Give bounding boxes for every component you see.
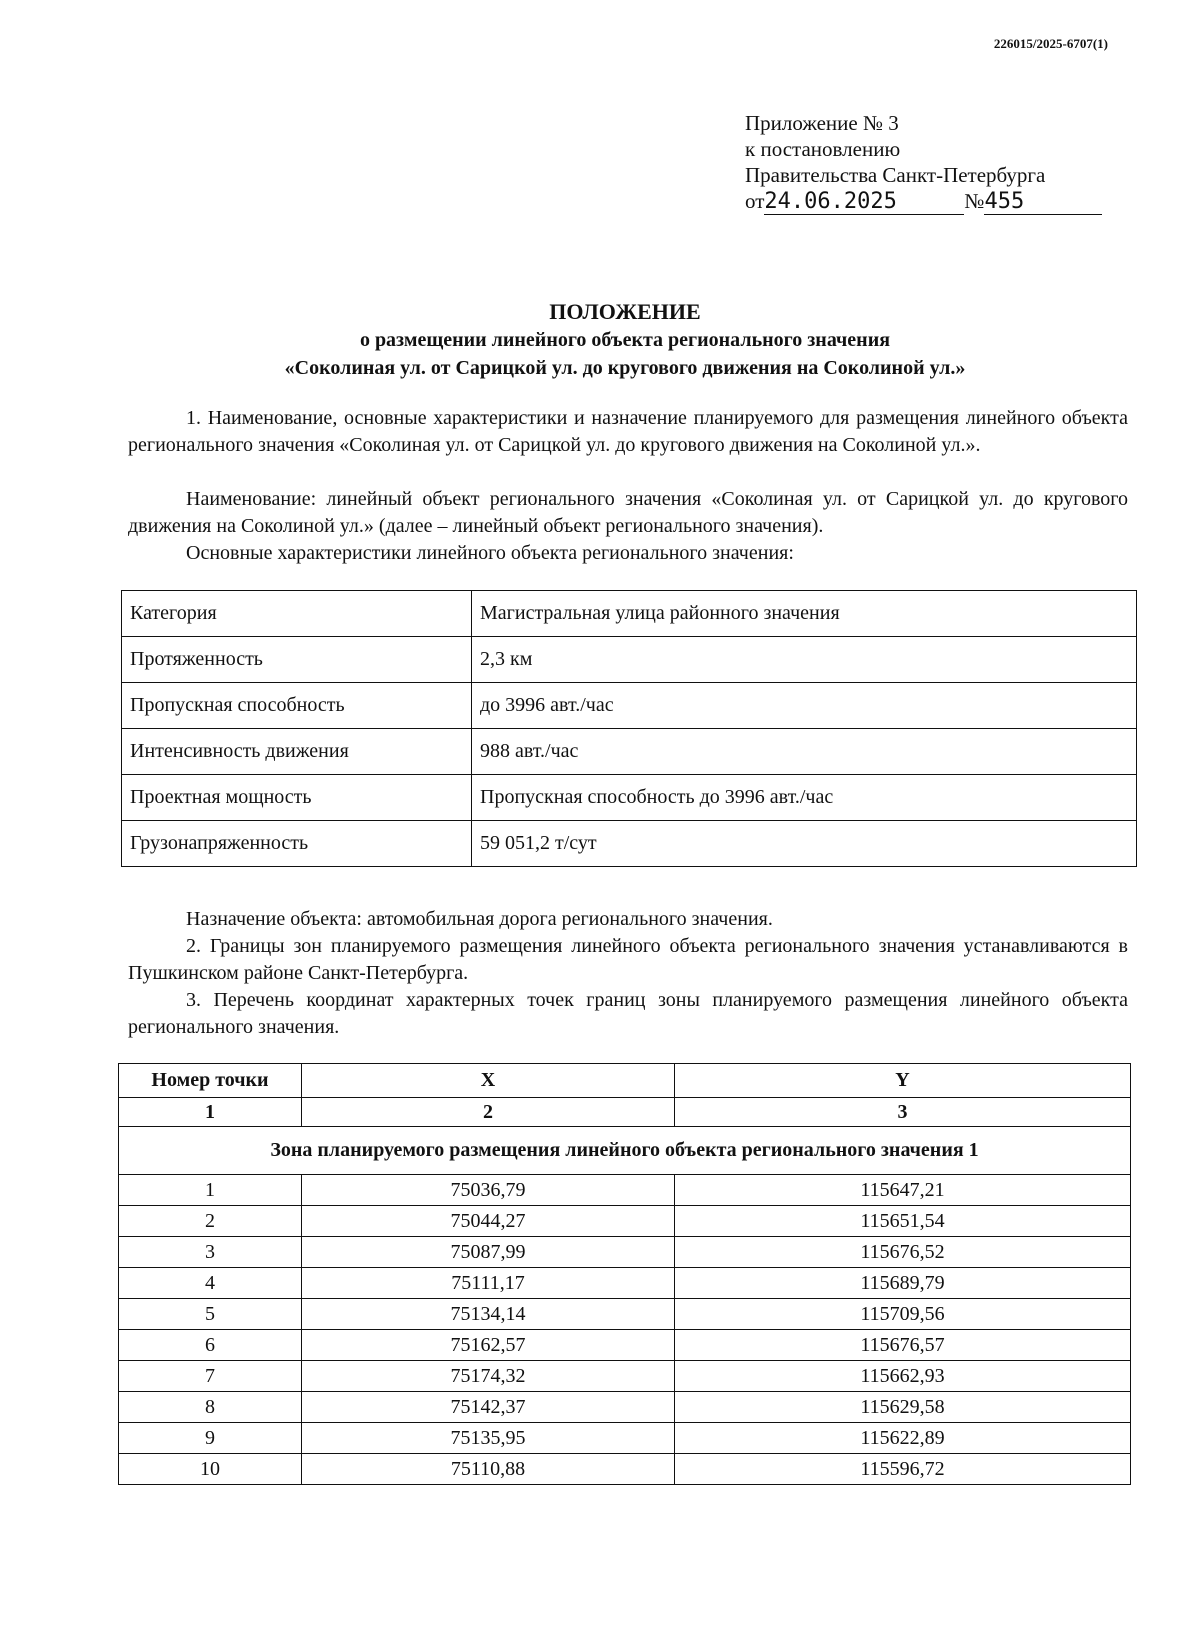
characteristic-row — [122, 591, 1137, 637]
coordinate-row — [119, 1361, 1131, 1392]
name-text: Наименование: линейный объект регионального значения «Соколиная ул. от Сарицкой ул. до кругового движения на Соколиной ул.» (далее – линейный объект регионального значения). — [128, 488, 1128, 537]
section-2-paragraph — [128, 933, 1128, 987]
characteristic-row — [122, 637, 1137, 683]
y-coordinate: 115596,72 — [675, 1454, 1131, 1485]
zone-title: Зона планируемого размещения линейного объекта регионального значения 1 — [119, 1127, 1131, 1175]
x-coordinate: 75110,88 — [302, 1454, 675, 1485]
point-number: 8 — [119, 1392, 302, 1423]
coordinate-row — [119, 1268, 1131, 1299]
appendix-line-1: Приложение № 3 — [745, 111, 899, 135]
point-number: 3 — [119, 1237, 302, 1268]
y-coordinate: 115622,89 — [675, 1423, 1131, 1454]
characteristic-value: до 3996 авт./час — [472, 683, 1137, 729]
coordinates-table — [118, 1063, 1131, 1485]
x-coordinate: 75162,57 — [302, 1330, 675, 1361]
column-index: 3 — [675, 1098, 1131, 1127]
coordinate-row — [119, 1454, 1131, 1485]
characteristic-key: Интенсивность движения — [122, 729, 472, 775]
characteristic-row — [122, 729, 1137, 775]
characteristic-key: Проектная мощность — [122, 775, 472, 821]
header-y: Y — [675, 1064, 1131, 1098]
characteristic-key: Пропускная способность — [122, 683, 472, 729]
purpose-text: Назначение объекта: автомобильная дорога регионального значения. — [186, 908, 773, 930]
characteristic-value: Пропускная способность до 3996 авт./час — [472, 775, 1137, 821]
point-number: 6 — [119, 1330, 302, 1361]
x-coordinate: 75134,14 — [302, 1299, 675, 1330]
coordinate-row — [119, 1237, 1131, 1268]
point-number: 4 — [119, 1268, 302, 1299]
appendix-block — [745, 110, 1102, 215]
column-index: 2 — [302, 1098, 675, 1127]
characteristic-row — [122, 683, 1137, 729]
section-3-text: 3. Перечень координат характерных точек границ зоны планируемого размещения линейного объекта регионального значения. — [128, 989, 1128, 1038]
characteristic-value: 2,3 км — [472, 637, 1137, 683]
coordinates-header-row — [119, 1064, 1131, 1098]
header-point-number: Номер точки — [119, 1064, 302, 1098]
section-2-text: 2. Границы зон планируемого размещения линейного объекта регионального значения устанавливаются в Пушкинском районе Санкт-Петербурга. — [128, 935, 1128, 984]
y-coordinate: 115647,21 — [675, 1175, 1131, 1206]
x-coordinate: 75036,79 — [302, 1175, 675, 1206]
zone-title-row — [119, 1127, 1131, 1175]
column-index-row — [119, 1098, 1131, 1127]
y-coordinate: 115629,58 — [675, 1392, 1131, 1423]
y-coordinate: 115676,57 — [675, 1330, 1131, 1361]
section-1-text: 1. Наименование, основные характеристики и назначение планируемого для размещения линейного объекта регионального значения «Соколиная ул. от Сарицкой ул. до кругового движения на Соколиной ул.». — [128, 407, 1128, 456]
characteristics-intro — [128, 540, 1128, 567]
coordinate-row — [119, 1392, 1131, 1423]
x-coordinate: 75044,27 — [302, 1206, 675, 1237]
title-line-3: «Соколиная ул. от Сарицкой ул. до кругового движения на Соколиной ул.» — [284, 357, 966, 379]
header-x: X — [302, 1064, 675, 1098]
characteristic-value: 988 авт./час — [472, 729, 1137, 775]
title-line-1: ПОЛОЖЕНИЕ — [549, 299, 701, 324]
name-paragraph — [128, 486, 1128, 540]
characteristic-row — [122, 821, 1137, 867]
x-coordinate: 75087,99 — [302, 1237, 675, 1268]
title-line-2: о размещении линейного объекта регионального значения — [359, 329, 891, 351]
point-number: 10 — [119, 1454, 302, 1485]
number-prefix: № — [964, 189, 985, 213]
purpose-paragraph — [128, 906, 1128, 933]
y-coordinate: 115662,93 — [675, 1361, 1131, 1392]
y-coordinate: 115709,56 — [675, 1299, 1131, 1330]
characteristic-value: 59 051,2 т/сут — [472, 821, 1137, 867]
date-value: 24.06.2025 — [764, 191, 964, 215]
characteristics-table — [121, 590, 1137, 867]
coordinate-row — [119, 1423, 1131, 1454]
document-id: 226015/2025-6707(1) — [993, 36, 1108, 51]
date-prefix: от — [745, 189, 765, 213]
point-number: 5 — [119, 1299, 302, 1330]
column-index: 1 — [119, 1098, 302, 1127]
y-coordinate: 115689,79 — [675, 1268, 1131, 1299]
characteristic-key: Грузонапряженность — [122, 821, 472, 867]
x-coordinate: 75135,95 — [302, 1423, 675, 1454]
characteristic-key: Протяженность — [122, 637, 472, 683]
x-coordinate: 75174,32 — [302, 1361, 675, 1392]
document-title — [120, 298, 1130, 382]
appendix-line-3: Правительства Санкт-Петербурга — [745, 163, 1046, 187]
point-number: 1 — [119, 1175, 302, 1206]
coordinate-row — [119, 1330, 1131, 1361]
characteristic-key: Категория — [122, 591, 472, 637]
x-coordinate: 75111,17 — [302, 1268, 675, 1299]
section-3-paragraph — [128, 987, 1128, 1041]
characteristic-row — [122, 775, 1137, 821]
point-number: 9 — [119, 1423, 302, 1454]
coordinate-row — [119, 1206, 1131, 1237]
characteristic-value: Магистральная улица районного значения — [472, 591, 1137, 637]
point-number: 7 — [119, 1361, 302, 1392]
x-coordinate: 75142,37 — [302, 1392, 675, 1423]
point-number: 2 — [119, 1206, 302, 1237]
coordinate-row — [119, 1299, 1131, 1330]
appendix-line-2: к постановлению — [745, 137, 901, 161]
characteristics-intro-text: Основные характеристики линейного объекта регионального значения: — [186, 542, 794, 564]
y-coordinate: 115676,52 — [675, 1237, 1131, 1268]
number-value: 455 — [984, 191, 1102, 215]
section-1-paragraph — [128, 405, 1128, 459]
y-coordinate: 115651,54 — [675, 1206, 1131, 1237]
date-line — [745, 188, 1102, 215]
coordinate-row — [119, 1175, 1131, 1206]
